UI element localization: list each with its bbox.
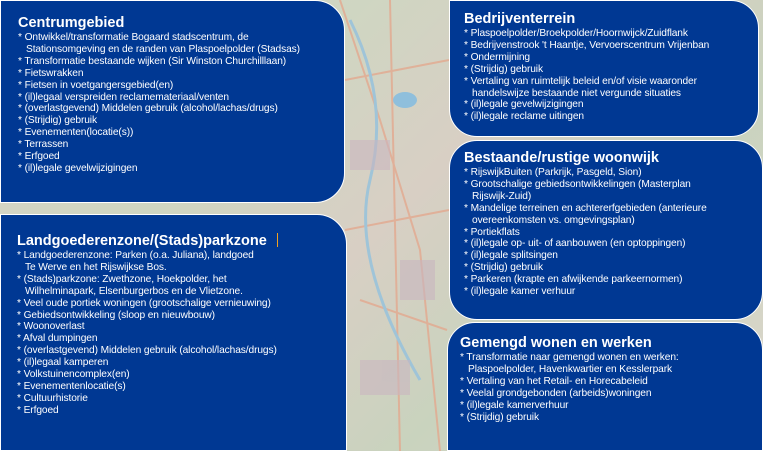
list-item: * Ondermijning bbox=[464, 51, 530, 63]
panel-title: Gemengd wonen en werken bbox=[460, 335, 652, 351]
item-list bbox=[18, 32, 344, 175]
list-item: * Transformatie bestaande wijken (Sir Winston Churchilllaan) bbox=[18, 55, 287, 67]
panel-title bbox=[17, 233, 346, 250]
list-item: * Vertaling van het Retail- en Horecabeleid bbox=[460, 375, 648, 387]
list-item: * (Strijdig) gebruik bbox=[18, 115, 97, 127]
list-item: * (Strijdig) gebruik bbox=[460, 411, 539, 423]
list-item: * (Strijdig) gebruik bbox=[464, 262, 543, 274]
centrumgebied-panel bbox=[0, 0, 345, 203]
list-item: * (overlastgevend) Middelen gebruik (alcohol/lachas/drugs) bbox=[17, 345, 277, 357]
list-item: * (il)legale kamerverhuur bbox=[460, 399, 569, 411]
list-item: * Bedrijvenstrook 't Haantje, Vervoerscentrum Vrijenban bbox=[464, 39, 710, 51]
list-item: * Cultuurhistorie bbox=[17, 392, 88, 404]
list-item: * Evenementen(locatie(s)) bbox=[18, 127, 134, 139]
list-item: * Erfgoed bbox=[17, 404, 59, 416]
list-item: * (il)legaal kamperen bbox=[17, 357, 109, 369]
item-list bbox=[460, 352, 762, 423]
list-item: * Fietswrakken bbox=[18, 67, 84, 79]
list-item: * (il)legale gevelwijzigingen bbox=[18, 162, 138, 174]
list-item: * Fietsen in voetgangersgebied(en) bbox=[18, 79, 174, 91]
list-item: * Volkstuinencomplex(en) bbox=[17, 369, 130, 381]
map-lake bbox=[393, 92, 417, 108]
list-item: * (Stads)parkzone: Zwethzone, Hoekpolder, het Wilhelminapark, Elsenburgerbos en de Vlietzone. bbox=[17, 273, 243, 297]
list-item: * (il)legaal verspreiden reclamemateriaal/venten bbox=[18, 91, 229, 103]
woonwijk-panel bbox=[449, 140, 763, 320]
list-item: * (il)legale kamer verhuur bbox=[464, 286, 576, 298]
list-item: * (il)legale op- uit- of aanbouwen (en optoppingen) bbox=[464, 238, 686, 250]
panel-title: Bestaande/rustige woonwijk bbox=[464, 150, 659, 166]
list-item: * Evenementenlocatie(s) bbox=[17, 380, 126, 392]
list-item: * Grootschalige gebiedsontwikkelingen (Masterplan Rijswijk-Zuid) bbox=[464, 178, 691, 202]
list-item: * Plaspoelpolder/Broekpolder/Hoornwijck/Zuidflank bbox=[464, 28, 688, 39]
item-list bbox=[17, 250, 346, 417]
list-item: * (Strijdig) gebruik bbox=[464, 63, 543, 75]
list-item: * Woonoverlast bbox=[17, 321, 85, 333]
list-item: * RijswijkBuiten (Parkrijk, Pasgeld, Sion) bbox=[464, 167, 642, 178]
list-item: * Erfgoed bbox=[18, 151, 60, 163]
list-item: * Landgoederenzone: Parken (o.a. Juliana), landgoed Te Werve en het Rijswijkse Bos. bbox=[17, 250, 254, 273]
item-list bbox=[464, 167, 762, 298]
list-item: * Mandelige terreinen en achtererfgebieden (anterieure overeenkomsten vs. omgevingsplan) bbox=[464, 202, 707, 226]
gemengd-panel bbox=[447, 322, 763, 451]
list-item: * Vertaling van ruimtelijk beleid en/of visie waaronder handelswijze bestaande niet vergunde situaties bbox=[464, 75, 697, 99]
bedrijventerrein-panel bbox=[449, 0, 759, 137]
list-item: * Veelal grondgebonden (arbeids)woningen bbox=[460, 387, 652, 399]
list-item: * (il)legale splitsingen bbox=[464, 250, 558, 262]
panel-title: Bedrijventerrein bbox=[464, 11, 576, 27]
list-item: * Ontwikkel/transformatie Bogaard stadscentrum, de Stationsomgeving en de randen van Plaspoelpolder (Stadsas) bbox=[18, 32, 300, 55]
list-item: * Parkeren (krapte en afwijkende parkeernormen) bbox=[464, 274, 683, 286]
list-item: * Afval dumpingen bbox=[17, 333, 98, 345]
list-item: * Gebiedsontwikkeling (sloop en nieuwbouw) bbox=[17, 309, 215, 321]
list-item: * (il)legale gevelwijzigingen bbox=[464, 99, 584, 111]
panel-title: Centrumgebied bbox=[18, 15, 125, 31]
list-item: * Terrassen bbox=[18, 139, 69, 151]
list-item: * Transformatie naar gemengd wonen en werken: Plaspoelpolder, Havenkwartier en Kesslerpark bbox=[460, 352, 679, 375]
list-item: * (il)legale reclame uitingen bbox=[464, 111, 584, 123]
list-item: * Veel oude portiek woningen (grootschalige vernieuwing) bbox=[17, 297, 271, 309]
list-item: * (overlastgevend) Middelen gebruik (alcohol/lachas/drugs) bbox=[18, 103, 278, 115]
panel-title-text: Landgoederenzone/(Stads)parkzone bbox=[17, 233, 267, 249]
item-list bbox=[464, 28, 758, 123]
text-cursor bbox=[277, 233, 278, 247]
list-item: * Portiekflats bbox=[464, 226, 520, 238]
landgoederenzone-panel bbox=[0, 214, 347, 451]
